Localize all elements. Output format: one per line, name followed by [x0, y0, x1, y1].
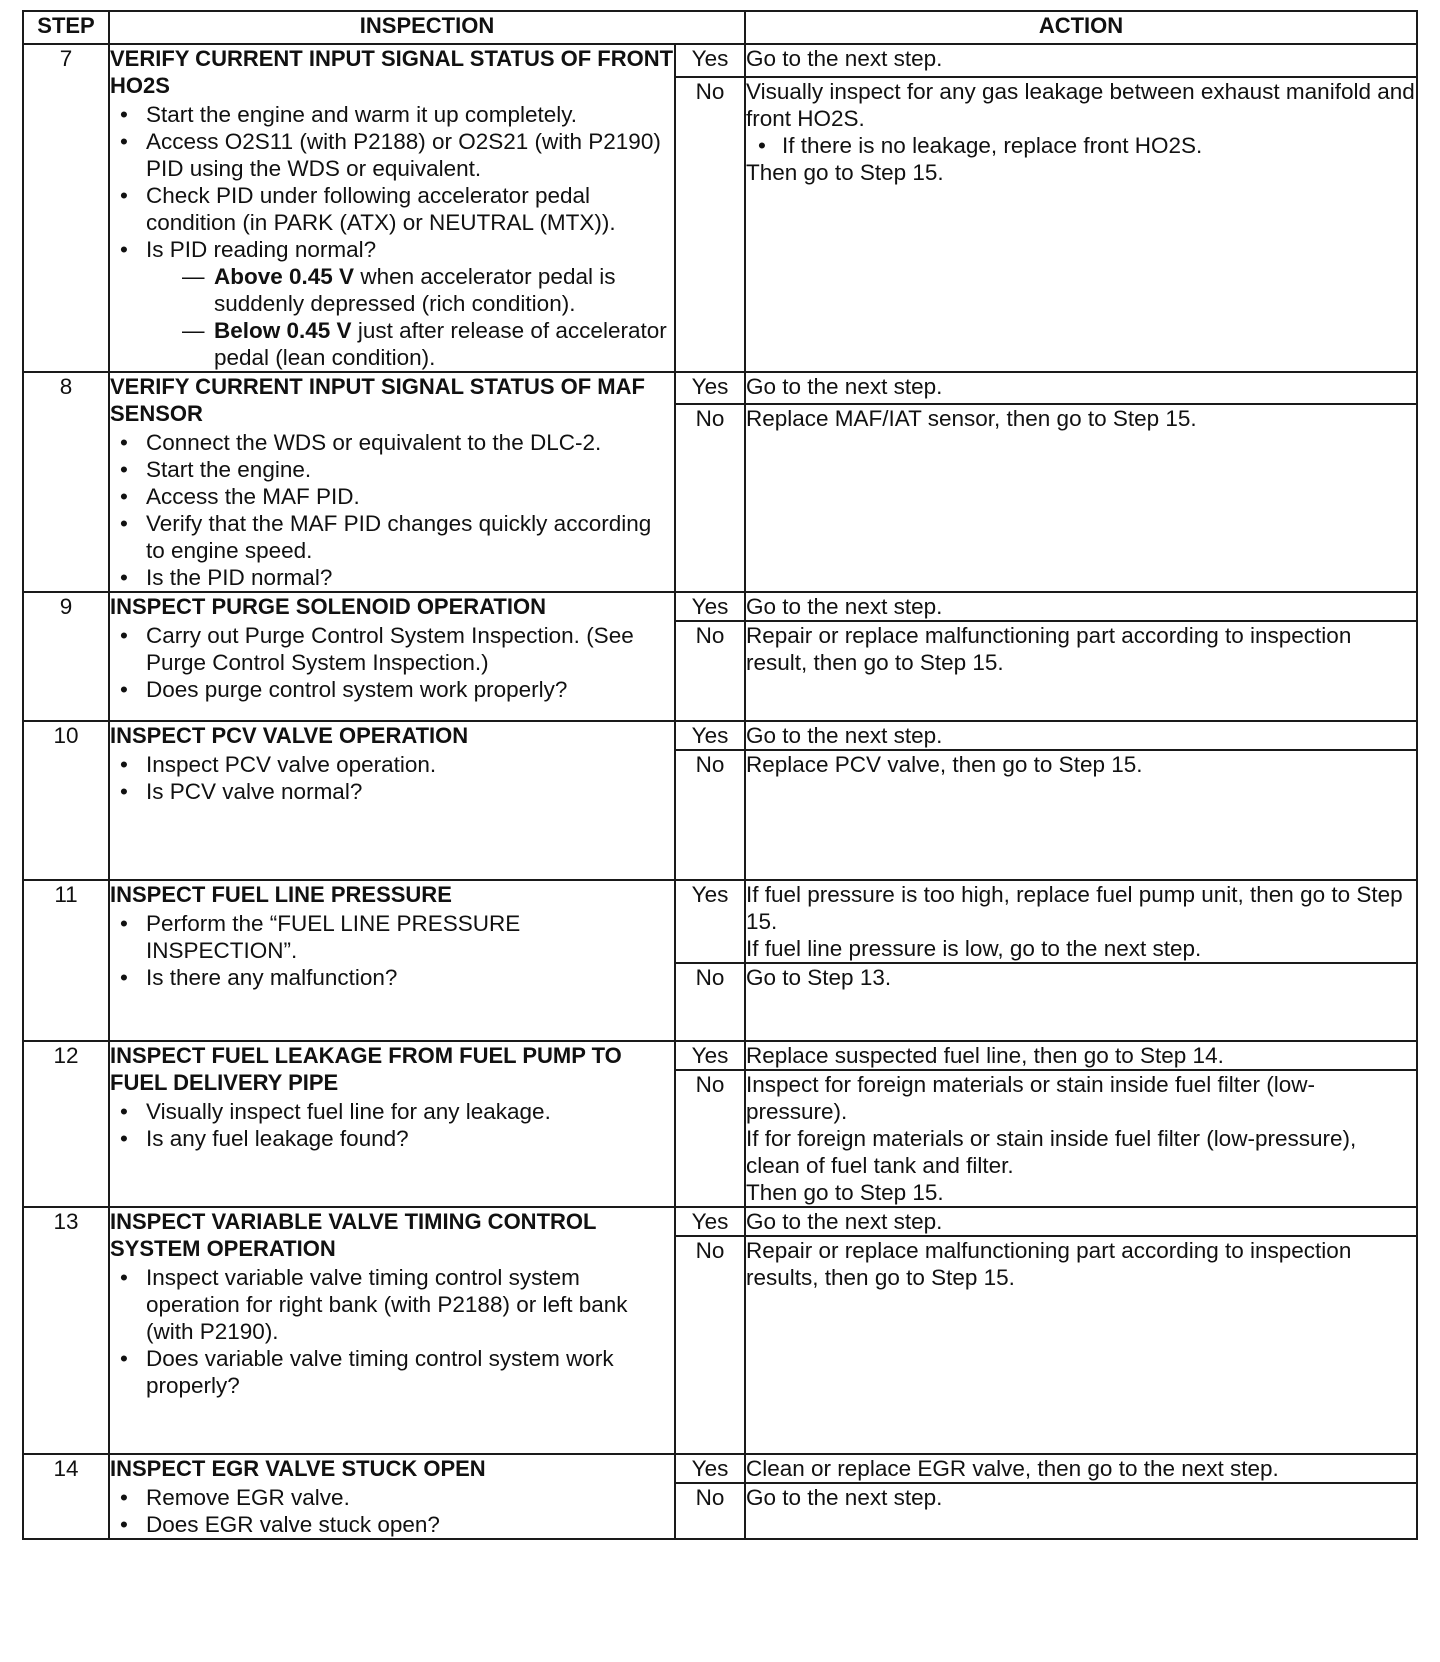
sub-list [146, 263, 674, 371]
list-item: • Access the MAF PID. [110, 483, 674, 510]
action-text: Inspect for foreign materials or stain inside fuel filter (low-pressure). [746, 1072, 1315, 1124]
yes-label: Yes [675, 880, 745, 963]
step-title: INSPECT VARIABLE VALVE TIMING CONTROL SYSTEM OPERATION [110, 1209, 597, 1261]
list-item: • Check PID under following accelerator pedal condition (in PARK (ATX) or NEUTRAL (MTX)). [110, 182, 674, 236]
no-label: No [675, 750, 745, 880]
inspection-list [110, 622, 674, 703]
no-action: Go to Step 13. [745, 963, 1417, 1041]
inspection-cell [109, 721, 675, 880]
sub-item-text: when accelerator pedal is suddenly depressed (rich condition). [214, 264, 616, 316]
inspection-cell [109, 44, 675, 372]
step-title: INSPECT PCV VALVE OPERATION [110, 723, 469, 748]
no-label: No [675, 404, 745, 592]
list-item: • Does variable valve timing control system work properly? [110, 1345, 674, 1399]
step-number: 13 [23, 1207, 109, 1454]
yes-action: Replace suspected fuel line, then go to Step 14. [745, 1041, 1417, 1070]
table-row [23, 372, 1417, 404]
inspection-list [110, 751, 674, 805]
table-row [23, 44, 1417, 77]
sub-list-item [146, 317, 674, 371]
step-number: 11 [23, 880, 109, 1041]
table-header-row [23, 11, 1417, 44]
inspection-cell [109, 880, 675, 1041]
list-item: • Access O2S11 (with P2188) or O2S21 (with P2190) PID using the WDS or equivalent. [110, 128, 674, 182]
yes-label: Yes [675, 44, 745, 77]
step-number: 10 [23, 721, 109, 880]
inspection-cell [109, 372, 675, 592]
no-action: Repair or replace malfunctioning part according to inspection result, then go to Step 15. [745, 621, 1417, 721]
voltage-threshold: Below 0.45 V [214, 318, 352, 343]
step-title: INSPECT PURGE SOLENOID OPERATION [110, 594, 546, 619]
step-number: 7 [23, 44, 109, 372]
table-row [23, 880, 1417, 963]
yes-action: Go to the next step. [745, 372, 1417, 404]
yes-action: Go to the next step. [745, 44, 1417, 77]
inspection-list [110, 1098, 674, 1152]
yes-action [745, 880, 1417, 963]
list-item: • Inspect PCV valve operation. [110, 751, 674, 778]
action-text: If fuel pressure is too high, replace fuel pump unit, then go to Step 15. [746, 882, 1403, 934]
no-label: No [675, 1070, 745, 1207]
list-item: • Start the engine. [110, 456, 674, 483]
step-title: INSPECT FUEL LINE PRESSURE [110, 882, 452, 907]
inspection-cell [109, 1207, 675, 1454]
no-action [745, 1070, 1417, 1207]
sub-list-item [146, 263, 674, 317]
no-label: No [675, 1483, 745, 1539]
list-item: • Is there any malfunction? [110, 964, 674, 991]
action-text: If for foreign materials or stain inside fuel filter (low-pressure), clean of fuel tank and filter. [746, 1126, 1357, 1178]
inspection-cell [109, 1041, 675, 1207]
no-label: No [675, 963, 745, 1041]
list-item: • Inspect variable valve timing control system operation for right bank (with P2188) or left bank (with P2190). [110, 1264, 674, 1345]
table-row [23, 1207, 1417, 1236]
list-item: • Verify that the MAF PID changes quickly according to engine speed. [110, 510, 674, 564]
action-bullet: • If there is no leakage, replace front HO2S. [746, 132, 1416, 159]
no-action: Replace MAF/IAT sensor, then go to Step 15. [745, 404, 1417, 592]
yes-action: Go to the next step. [745, 721, 1417, 750]
list-item [110, 236, 674, 371]
yes-label: Yes [675, 721, 745, 750]
list-item: • Is any fuel leakage found? [110, 1125, 674, 1152]
inspection-cell [109, 592, 675, 721]
step-number: 12 [23, 1041, 109, 1207]
step-number: 8 [23, 372, 109, 592]
no-label: No [675, 621, 745, 721]
no-action: Go to the next step. [745, 1483, 1417, 1539]
step-title: INSPECT FUEL LEAKAGE FROM FUEL PUMP TO FUEL DELIVERY PIPE [110, 1043, 622, 1095]
voltage-threshold: Above 0.45 V [214, 264, 355, 289]
list-item: • Connect the WDS or equivalent to the DLC-2. [110, 429, 674, 456]
step-column-header: STEP [23, 11, 109, 44]
list-item: • Remove EGR valve. [110, 1484, 674, 1511]
list-item: • Does EGR valve stuck open? [110, 1511, 674, 1538]
no-label: No [675, 1236, 745, 1454]
list-item: • Visually inspect fuel line for any leakage. [110, 1098, 674, 1125]
step-title: VERIFY CURRENT INPUT SIGNAL STATUS OF MAF SENSOR [110, 374, 645, 426]
action-text: Visually inspect for any gas leakage between exhaust manifold and front HO2S. [746, 79, 1415, 132]
no-action: Replace PCV valve, then go to Step 15. [745, 750, 1417, 880]
table-row [23, 1454, 1417, 1483]
table-row [23, 721, 1417, 750]
step-title: VERIFY CURRENT INPUT SIGNAL STATUS OF FRONT HO2S [110, 46, 674, 98]
action-column-header: ACTION [745, 11, 1417, 44]
step-title: INSPECT EGR VALVE STUCK OPEN [110, 1456, 486, 1481]
list-item: • Carry out Purge Control System Inspection. (See Purge Control System Inspection.) [110, 622, 674, 676]
list-item: • Perform the “FUEL LINE PRESSURE INSPECTION”. [110, 910, 674, 964]
action-text: Then go to Step 15. [746, 160, 944, 186]
inspection-column-header: INSPECTION [109, 11, 745, 44]
yes-label: Yes [675, 1207, 745, 1236]
table-row [23, 1041, 1417, 1070]
list-item-text: Is PID reading normal? [146, 237, 377, 262]
inspection-list [110, 910, 674, 991]
sub-item-text: just after release of accelerator pedal (lean condition). [214, 318, 667, 370]
step-number: 14 [23, 1454, 109, 1539]
yes-action: Go to the next step. [745, 1207, 1417, 1236]
diagnostic-procedure-table [22, 10, 1418, 1540]
action-text: If fuel line pressure is low, go to the next step. [746, 936, 1202, 961]
inspection-list [110, 1484, 674, 1538]
list-item: • Is PCV valve normal? [110, 778, 674, 805]
yes-label: Yes [675, 1454, 745, 1483]
yes-action: Clean or replace EGR valve, then go to the next step. [745, 1454, 1417, 1483]
no-action [745, 77, 1417, 372]
no-action: Repair or replace malfunctioning part according to inspection results, then go to Step 15. [745, 1236, 1417, 1454]
inspection-cell [109, 1454, 675, 1539]
yes-action: Go to the next step. [745, 592, 1417, 621]
list-item: • Does purge control system work properly? [110, 676, 674, 703]
yes-label: Yes [675, 372, 745, 404]
action-text: Then go to Step 15. [746, 1180, 944, 1205]
inspection-list [110, 101, 674, 371]
list-item: • Start the engine and warm it up completely. [110, 101, 674, 128]
no-label: No [675, 77, 745, 372]
inspection-list [110, 1264, 674, 1399]
table-row [23, 592, 1417, 621]
list-item: • Is the PID normal? [110, 564, 674, 591]
yes-label: Yes [675, 592, 745, 621]
yes-label: Yes [675, 1041, 745, 1070]
inspection-list [110, 429, 674, 591]
step-number: 9 [23, 592, 109, 721]
